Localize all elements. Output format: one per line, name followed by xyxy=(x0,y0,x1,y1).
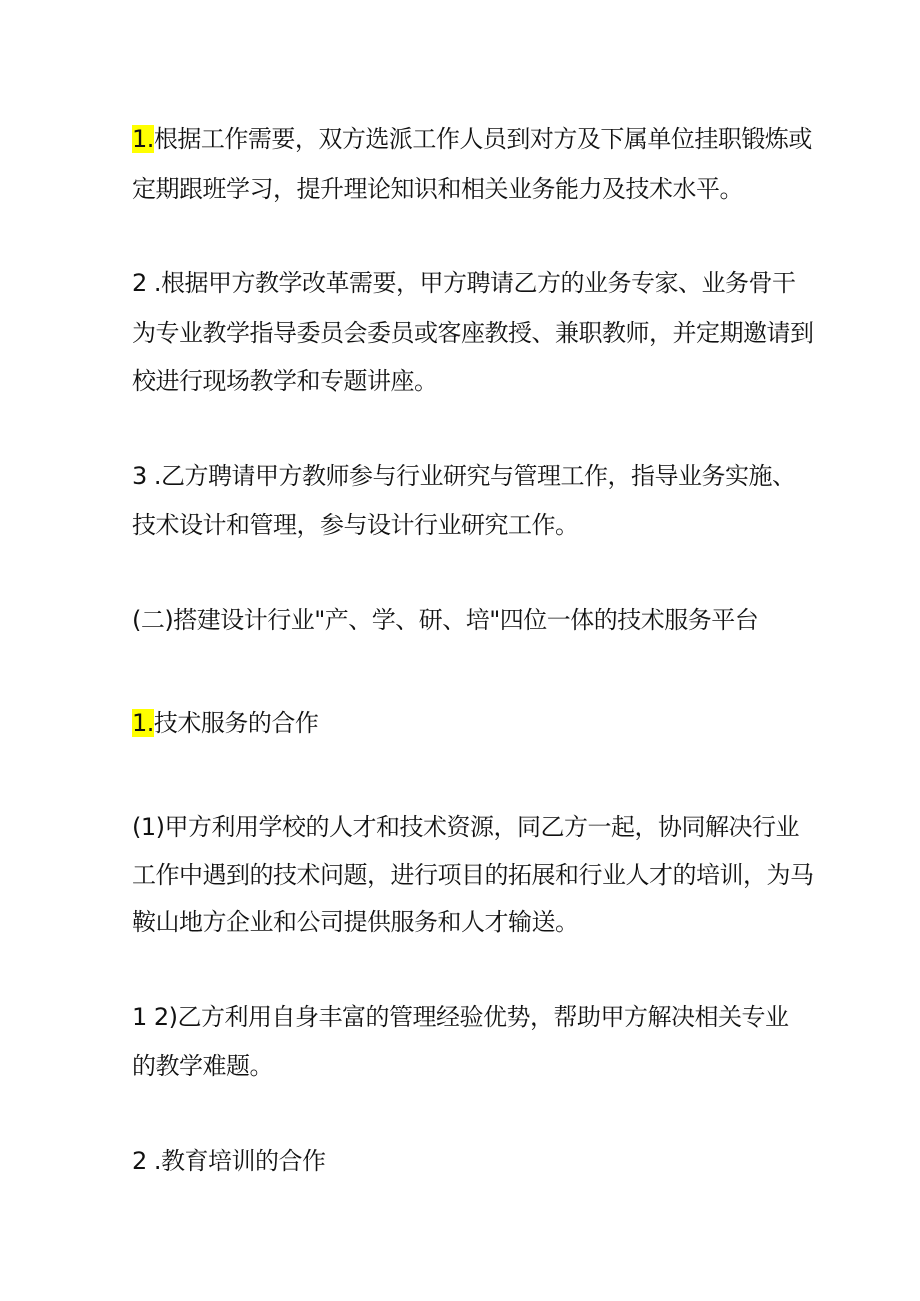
paragraph-3-line-1 xyxy=(132,459,796,493)
paragraph-7-line-1 xyxy=(132,1000,789,1034)
paragraph-text: 教育培训的合作 xyxy=(161,1147,326,1175)
paragraph-2-line-3 xyxy=(132,364,438,398)
paragraph-text: 乙方聘请甲方教师参与行业研究与管理工作，指导业务实施、 xyxy=(161,462,796,490)
paragraph-text: 的教学难题。 xyxy=(132,1052,273,1080)
highlighted-number-marker: 1. xyxy=(132,709,154,737)
number-marker: 2 . xyxy=(132,1147,162,1175)
paragraph-text: 根据甲方教学改革需要，甲方聘请乙方的业务专家、业务骨干 xyxy=(161,269,796,297)
paragraph-6-line-3 xyxy=(132,905,579,939)
paragraph-2-line-2 xyxy=(132,316,814,350)
paragraph-text: (1)甲方利用学校的人才和技术资源，同乙方一起，协同解决行业 xyxy=(132,813,799,841)
number-marker: 2 . xyxy=(132,269,162,297)
paragraph-6-line-1 xyxy=(132,810,799,844)
paragraph-8-line-1 xyxy=(132,1144,326,1178)
section-heading-text: (二)搭建设计行业"产、学、研、培"四位一体的技术服务平台 xyxy=(132,606,759,634)
paragraph-text: 根据工作需要，双方选派工作人员到对方及下属单位挂职锻炼或 xyxy=(153,125,812,153)
paragraph-5-line-1 xyxy=(132,706,318,740)
number-marker: 3 . xyxy=(132,462,162,490)
paragraph-text: 校进行现场教学和专题讲座。 xyxy=(132,367,438,395)
paragraph-3-line-2 xyxy=(132,508,579,542)
paragraph-text: 1 2)乙方利用自身丰富的管理经验优势，帮助甲方解决相关专业 xyxy=(132,1003,789,1031)
paragraph-text: 技术服务的合作 xyxy=(153,709,319,737)
paragraph-6-line-2 xyxy=(132,858,814,892)
paragraph-7-line-2 xyxy=(132,1049,273,1083)
paragraph-1-line-2 xyxy=(132,172,743,206)
paragraph-text: 为专业教学指导委员会委员或客座教授、兼职教师，并定期邀请到 xyxy=(132,319,814,347)
paragraph-2-line-1 xyxy=(132,266,796,300)
paragraph-text: 鞍山地方企业和公司提供服务和人才输送。 xyxy=(132,908,579,936)
paragraph-text: 定期跟班学习，提升理论知识和相关业务能力及技术水平。 xyxy=(132,175,743,203)
highlighted-number-marker: 1. xyxy=(132,125,154,153)
paragraph-1-line-1 xyxy=(132,122,812,156)
paragraph-text: 技术设计和管理，参与设计行业研究工作。 xyxy=(132,511,579,539)
paragraph-text: 工作中遇到的技术问题，进行项目的拓展和行业人才的培训，为马 xyxy=(132,861,814,889)
section-heading xyxy=(132,603,758,637)
